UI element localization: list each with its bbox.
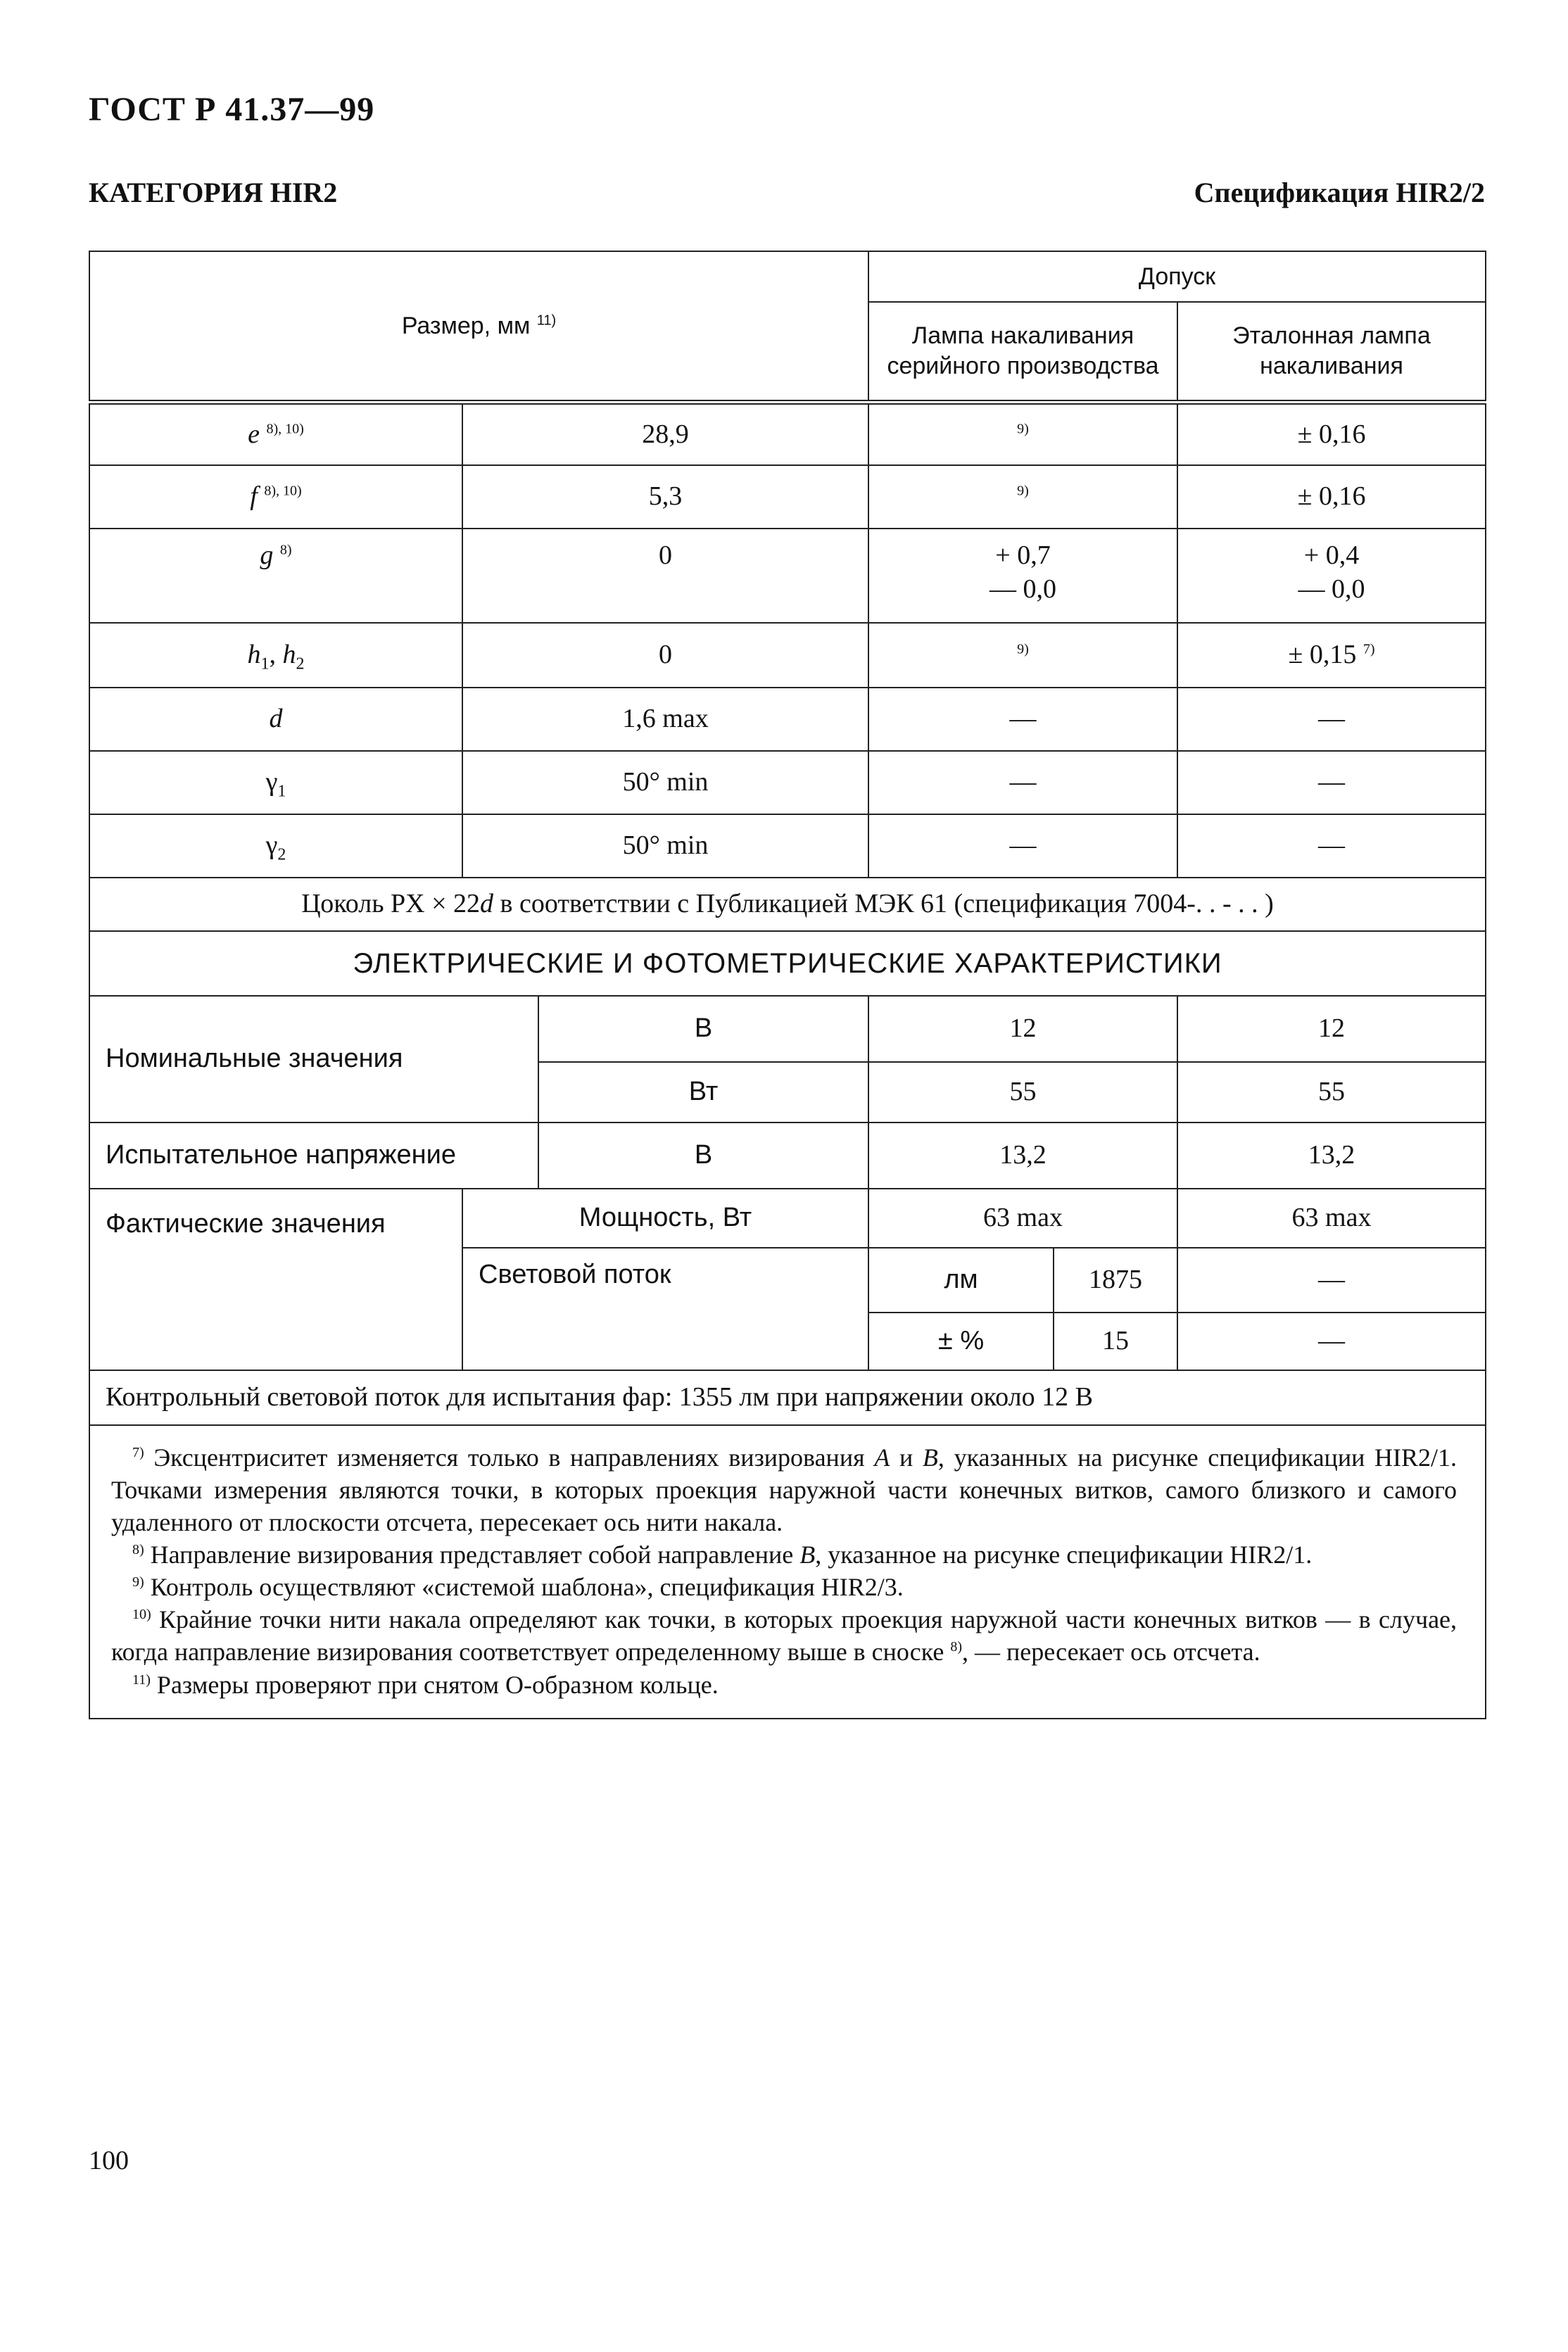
table-row bbox=[89, 688, 1486, 751]
footnote-text: , указанное на рисунке спецификации HIR2/1. bbox=[815, 1541, 1313, 1569]
specification-table bbox=[89, 251, 1486, 1719]
footnote-text: Контроль осуществляют «системой шаблона», спецификация HIR2/3. bbox=[144, 1573, 904, 1602]
footnote-8 bbox=[111, 1538, 1457, 1571]
dimension-symbol bbox=[89, 814, 462, 878]
control-flux-row bbox=[89, 1370, 1486, 1425]
serial-value: 13,2 bbox=[868, 1123, 1177, 1189]
footnote-text-italic: B bbox=[922, 1443, 938, 1472]
footnote-mark: 8) bbox=[132, 1542, 144, 1558]
serial-value: 12 bbox=[868, 996, 1177, 1062]
footnote-text: Эксцентриситет изменяется только в направлениях визирования bbox=[144, 1443, 875, 1472]
footnote-mark: 7) bbox=[132, 1445, 144, 1460]
reference-tolerance bbox=[1177, 529, 1486, 623]
symbol-gamma: γ bbox=[265, 830, 278, 861]
dimension-value: 0 bbox=[462, 623, 868, 688]
reference-value: 13,2 bbox=[1177, 1123, 1486, 1189]
subscript: 1 bbox=[277, 782, 286, 801]
footnote-text: , — пересекает ось отсчета. bbox=[962, 1638, 1260, 1667]
test-voltage-label: Испытательное напряжение bbox=[89, 1123, 538, 1189]
table-row bbox=[89, 465, 1486, 529]
reference-value: — bbox=[1177, 1313, 1486, 1370]
unit-cell: В bbox=[538, 1123, 868, 1189]
dimension-symbol: d bbox=[89, 688, 462, 751]
page-number: 100 bbox=[89, 2146, 129, 2175]
subscript: 2 bbox=[296, 655, 305, 674]
footnote-7 bbox=[111, 1441, 1457, 1538]
footnote-ref: 9) bbox=[1017, 420, 1029, 436]
footnote-text: Направление визирования представляет собой направление bbox=[144, 1541, 800, 1569]
footnote-9 bbox=[111, 1571, 1457, 1603]
tolerance-plus: + 0,4 bbox=[1303, 540, 1360, 570]
actual-values-label: Фактические значения bbox=[89, 1189, 462, 1370]
dimension-value: 50° min bbox=[462, 814, 868, 878]
reference-lamp-header: Эталонная лампа накаливания bbox=[1177, 302, 1486, 402]
footnote-ref: 9) bbox=[1017, 641, 1029, 657]
footnote-text: , указанных на рисунке спецификации HIR2/1. Точками измерения являются точки, в которых проекция наружной части конечных витков, самого близкого и самого удаленного от плоскости отсчета, пересекает ось нити накала. bbox=[111, 1443, 1458, 1537]
table-row bbox=[89, 402, 1486, 465]
unit-cell: В bbox=[538, 996, 868, 1062]
footnote-ref: 8), 10) bbox=[264, 483, 302, 499]
footnote-mark: 11) bbox=[132, 1671, 151, 1688]
unit-cell: Вт bbox=[538, 1062, 868, 1123]
serial-tolerance: — bbox=[868, 814, 1177, 878]
control-flux-note: Контрольный световой поток для испытания фар: 1355 лм при напряжении около 12 В bbox=[89, 1370, 1486, 1425]
footnote-mark: 8) bbox=[950, 1639, 963, 1655]
size-header-cell bbox=[89, 251, 868, 402]
serial-tolerance bbox=[868, 529, 1177, 623]
serial-lamp-header: Лампа накаливания серийного производства bbox=[868, 302, 1177, 402]
nominal-row-volts bbox=[89, 996, 1486, 1062]
notes-row bbox=[89, 1425, 1486, 1719]
reference-tolerance: — bbox=[1177, 751, 1486, 814]
footnote-ref: 8) bbox=[279, 542, 292, 558]
document-code: ГОСТ Р 41.37—99 bbox=[89, 91, 375, 128]
footnote-ref: 7) bbox=[1362, 641, 1375, 657]
footnote-mark: 9) bbox=[132, 1574, 144, 1591]
reference-tolerance: ± 0,16 bbox=[1177, 465, 1486, 529]
subscript: 1 bbox=[260, 655, 270, 674]
section-row bbox=[89, 931, 1486, 996]
dimension-value: 28,9 bbox=[462, 402, 868, 465]
dimension-symbol bbox=[89, 751, 462, 814]
reference-value: 63 max bbox=[1177, 1189, 1486, 1248]
tolerance-plus: + 0,7 bbox=[995, 540, 1051, 570]
symbol-e: e bbox=[248, 419, 260, 449]
footnote-mark: 10) bbox=[132, 1607, 151, 1623]
footnote-ref: 8), 10) bbox=[266, 420, 304, 436]
serial-tolerance bbox=[868, 465, 1177, 529]
tolerance-minus: — 0,0 bbox=[1298, 574, 1365, 604]
footnote-text: Размеры проверяют при снятом О-образном кольце. bbox=[150, 1670, 719, 1699]
unit-cell: ± % bbox=[868, 1313, 1054, 1370]
dimension-value: 50° min bbox=[462, 751, 868, 814]
power-row bbox=[89, 1189, 1486, 1248]
dimension-value: 5,3 bbox=[462, 465, 868, 529]
serial-tolerance: — bbox=[868, 688, 1177, 751]
cap-row bbox=[89, 878, 1486, 931]
tolerance-minus: — 0,0 bbox=[990, 574, 1057, 604]
table-row bbox=[89, 814, 1486, 878]
table-row bbox=[89, 751, 1486, 814]
serial-value: 1875 bbox=[1054, 1248, 1177, 1313]
power-label: Мощность, Вт bbox=[462, 1189, 868, 1248]
cap-text-italic: d bbox=[480, 889, 494, 919]
reference-tolerance: — bbox=[1177, 688, 1486, 751]
cap-text: в соответствии с Публикацией МЭК 61 (спецификация 7004-. . - . . ) bbox=[493, 889, 1274, 919]
size-header-footnote: 11) bbox=[536, 312, 557, 329]
cap-description bbox=[89, 878, 1486, 931]
footnote-text-italic: A bbox=[874, 1443, 890, 1472]
tolerance-header: Допуск bbox=[868, 251, 1486, 302]
serial-tolerance: — bbox=[868, 751, 1177, 814]
table-header-row bbox=[89, 251, 1486, 302]
footnote-text: Крайние точки нити накала определяют как точки, в которых проекция наружной части конечных витков — в случае, когда направление визирования соответствует определенному выше в сноске bbox=[111, 1605, 1458, 1667]
reference-tolerance: ± 0,16 bbox=[1177, 402, 1486, 465]
symbol-gamma: γ bbox=[265, 767, 278, 797]
footnote-text: и bbox=[890, 1443, 923, 1472]
footnote-text-italic: B bbox=[799, 1541, 816, 1569]
dimension-value: 0 bbox=[462, 529, 868, 623]
subscript: 2 bbox=[277, 845, 286, 864]
section-title: ЭЛЕКТРИЧЕСКИЕ И ФОТОМЕТРИЧЕСКИЕ ХАРАКТЕРИСТИКИ bbox=[89, 931, 1486, 996]
nominal-label: Номинальные значения bbox=[89, 996, 538, 1123]
cap-text: Цоколь PX × 22 bbox=[301, 889, 481, 919]
tolerance-value: ± 0,15 bbox=[1288, 640, 1357, 670]
symbol-h: h bbox=[282, 640, 296, 670]
table-row bbox=[89, 623, 1486, 688]
dimension-symbol bbox=[89, 465, 462, 529]
serial-tolerance bbox=[868, 623, 1177, 688]
dimension-symbol bbox=[89, 623, 462, 688]
separator: , bbox=[269, 640, 276, 670]
dimension-symbol bbox=[89, 402, 462, 465]
category-title: КАТЕГОРИЯ HIR2 bbox=[89, 177, 338, 208]
footnotes bbox=[89, 1425, 1486, 1719]
unit-cell: лм bbox=[868, 1248, 1054, 1313]
table-row bbox=[89, 529, 1486, 623]
symbol-h: h bbox=[247, 640, 261, 670]
symbol-g: g bbox=[260, 540, 274, 570]
specification-title: Спецификация HIR2/2 bbox=[1194, 177, 1485, 208]
reference-value: 12 bbox=[1177, 996, 1486, 1062]
serial-value: 55 bbox=[868, 1062, 1177, 1123]
dimension-value: 1,6 max bbox=[462, 688, 868, 751]
dimension-symbol bbox=[89, 529, 462, 623]
reference-tolerance: — bbox=[1177, 814, 1486, 878]
serial-tolerance bbox=[868, 402, 1177, 465]
serial-value: 15 bbox=[1054, 1313, 1177, 1370]
footnote-ref: 9) bbox=[1017, 483, 1029, 499]
reference-tolerance bbox=[1177, 623, 1486, 688]
serial-value: 63 max bbox=[868, 1189, 1177, 1248]
symbol-f: f bbox=[250, 481, 258, 512]
footnote-10 bbox=[111, 1603, 1457, 1668]
test-voltage-row bbox=[89, 1123, 1486, 1189]
size-header-label: Размер, мм bbox=[401, 312, 531, 339]
footnote-11 bbox=[111, 1669, 1457, 1701]
reference-value: 55 bbox=[1177, 1062, 1486, 1123]
reference-value: — bbox=[1177, 1248, 1486, 1313]
flux-label: Световой поток bbox=[462, 1248, 868, 1370]
